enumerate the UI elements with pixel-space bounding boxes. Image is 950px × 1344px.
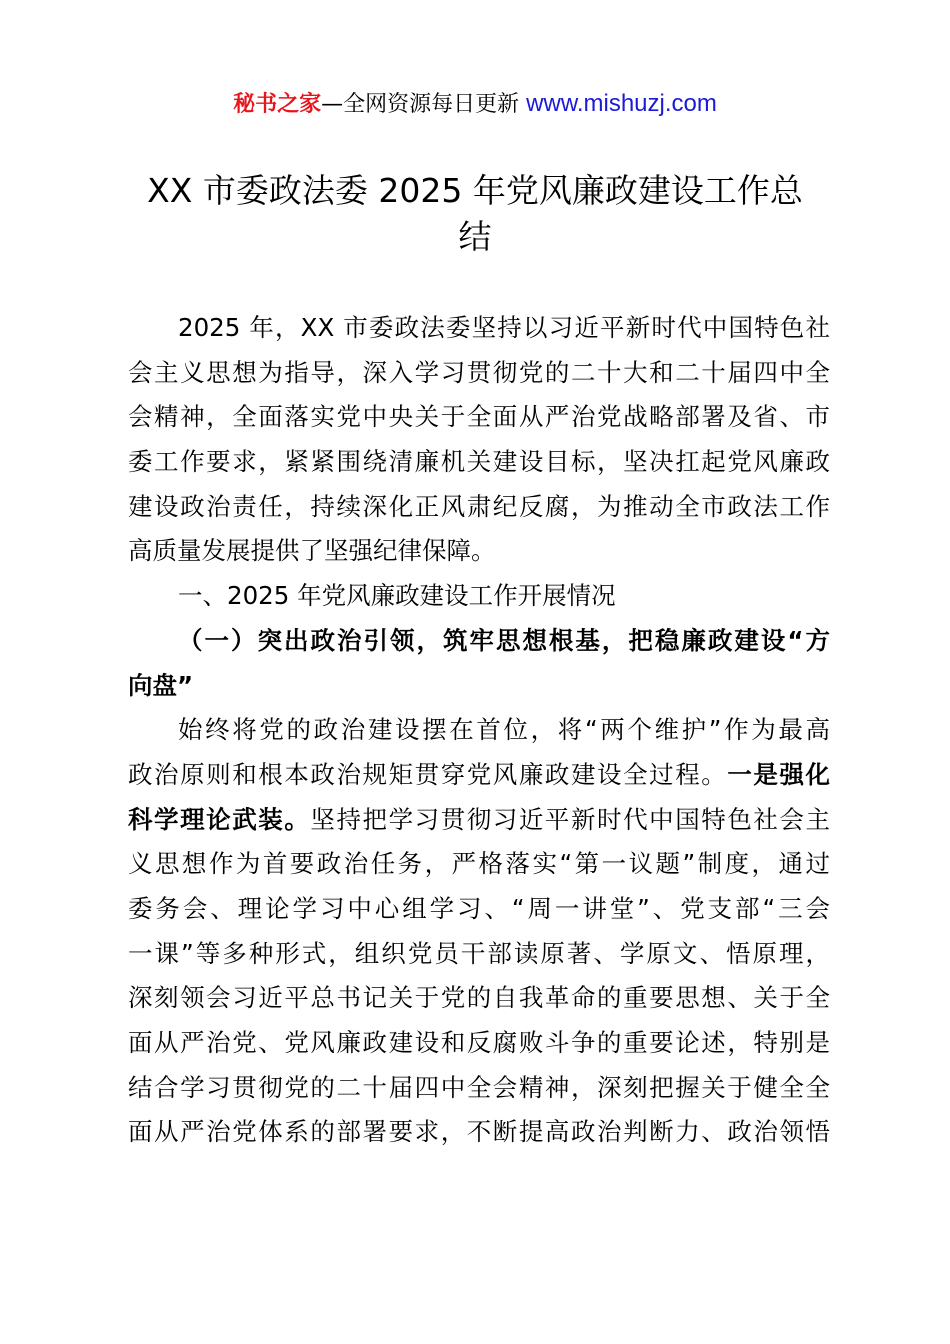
body-text: 面从严治党体系的部署要求，不断提高政治判断力、政治领悟 xyxy=(128,1117,830,1147)
bold-text: （一）突出政治引领，筑牢思想根基，把稳廉政建设“方 xyxy=(178,625,830,655)
text-line xyxy=(128,708,830,753)
text-line xyxy=(128,485,830,530)
bold-text: 科学理论武装。 xyxy=(128,804,311,834)
text-line xyxy=(128,574,830,619)
text-line xyxy=(128,664,830,709)
body-text: 坚持把学习贯彻习近平新时代中国特色社会主 xyxy=(310,804,831,834)
document-title xyxy=(120,168,830,260)
site-url-link[interactable]: www.mishuzj.com xyxy=(526,90,717,117)
text-line xyxy=(128,976,830,1021)
body-text: 2025 年，XX 市委政法委坚持以习近平新时代中国特色社 xyxy=(178,313,830,342)
text-line xyxy=(128,932,830,977)
body-text: 会主义思想为指导，深入学习贯彻党的二十大和二十届四中全 xyxy=(128,357,830,387)
site-banner xyxy=(0,88,950,121)
bold-text: 一是强化 xyxy=(727,759,831,789)
body-text: 结合学习贯彻党的二十届四中全会精神，深刻把握关于健全全 xyxy=(128,1072,830,1102)
text-line xyxy=(128,753,830,798)
body-text: 高质量发展提供了坚强纪律保障。 xyxy=(128,536,496,566)
text-line xyxy=(128,1110,830,1155)
body-text: 会精神，全面落实党中央关于全面从严治党战略部署及省、市 xyxy=(128,402,830,432)
body-text: 义思想作为首要政治任务，严格落实“第一议题”制度，通过 xyxy=(128,849,830,879)
text-line xyxy=(128,1021,830,1066)
text-line xyxy=(128,798,830,843)
body-text: 委工作要求，紧紧围绕清廉机关建设目标，坚决扛起党风廉政 xyxy=(128,447,830,477)
text-line xyxy=(128,619,830,664)
body-text: 建设政治责任，持续深化正风肃纪反腐，为推动全市政法工作 xyxy=(128,491,830,521)
body-text: 始终将党的政治建设摆在首位，将“两个维护”作为最高 xyxy=(178,715,830,745)
title-line: XX 市委政法委 2025 年党风廉政建设工作总 xyxy=(147,171,803,210)
text-line xyxy=(128,1066,830,1111)
text-line xyxy=(128,529,830,574)
body-text: 一、2025 年党风廉政建设工作开展情况 xyxy=(178,581,616,611)
body-text: 一课”等多种形式，组织党员干部读原著、学原文、悟原理， xyxy=(128,938,830,968)
bold-text: 向盘” xyxy=(128,670,194,700)
text-line xyxy=(128,351,830,396)
title-line: 结 xyxy=(458,217,492,256)
text-line xyxy=(128,306,830,351)
body-text: 委务会、理论学习中心组学习、“周一讲堂”、党支部“三会 xyxy=(128,893,830,923)
body-text: 深刻领会习近平总书记关于党的自我革命的重要思想、关于全 xyxy=(128,983,830,1013)
document-body xyxy=(128,306,830,1155)
text-line xyxy=(128,440,830,485)
text-line xyxy=(128,395,830,440)
brand-name: 秘书之家 xyxy=(233,92,322,117)
body-text: 面从严治党、党风廉政建设和反腐败斗争的重要论述，特别是 xyxy=(128,1028,830,1057)
body-text: 政治原则和根本政治规矩贯穿党风廉政建设全过程。 xyxy=(128,759,728,789)
text-line xyxy=(128,887,830,932)
text-line xyxy=(128,842,830,887)
banner-tagline: —全网资源每日更新 xyxy=(321,92,527,117)
